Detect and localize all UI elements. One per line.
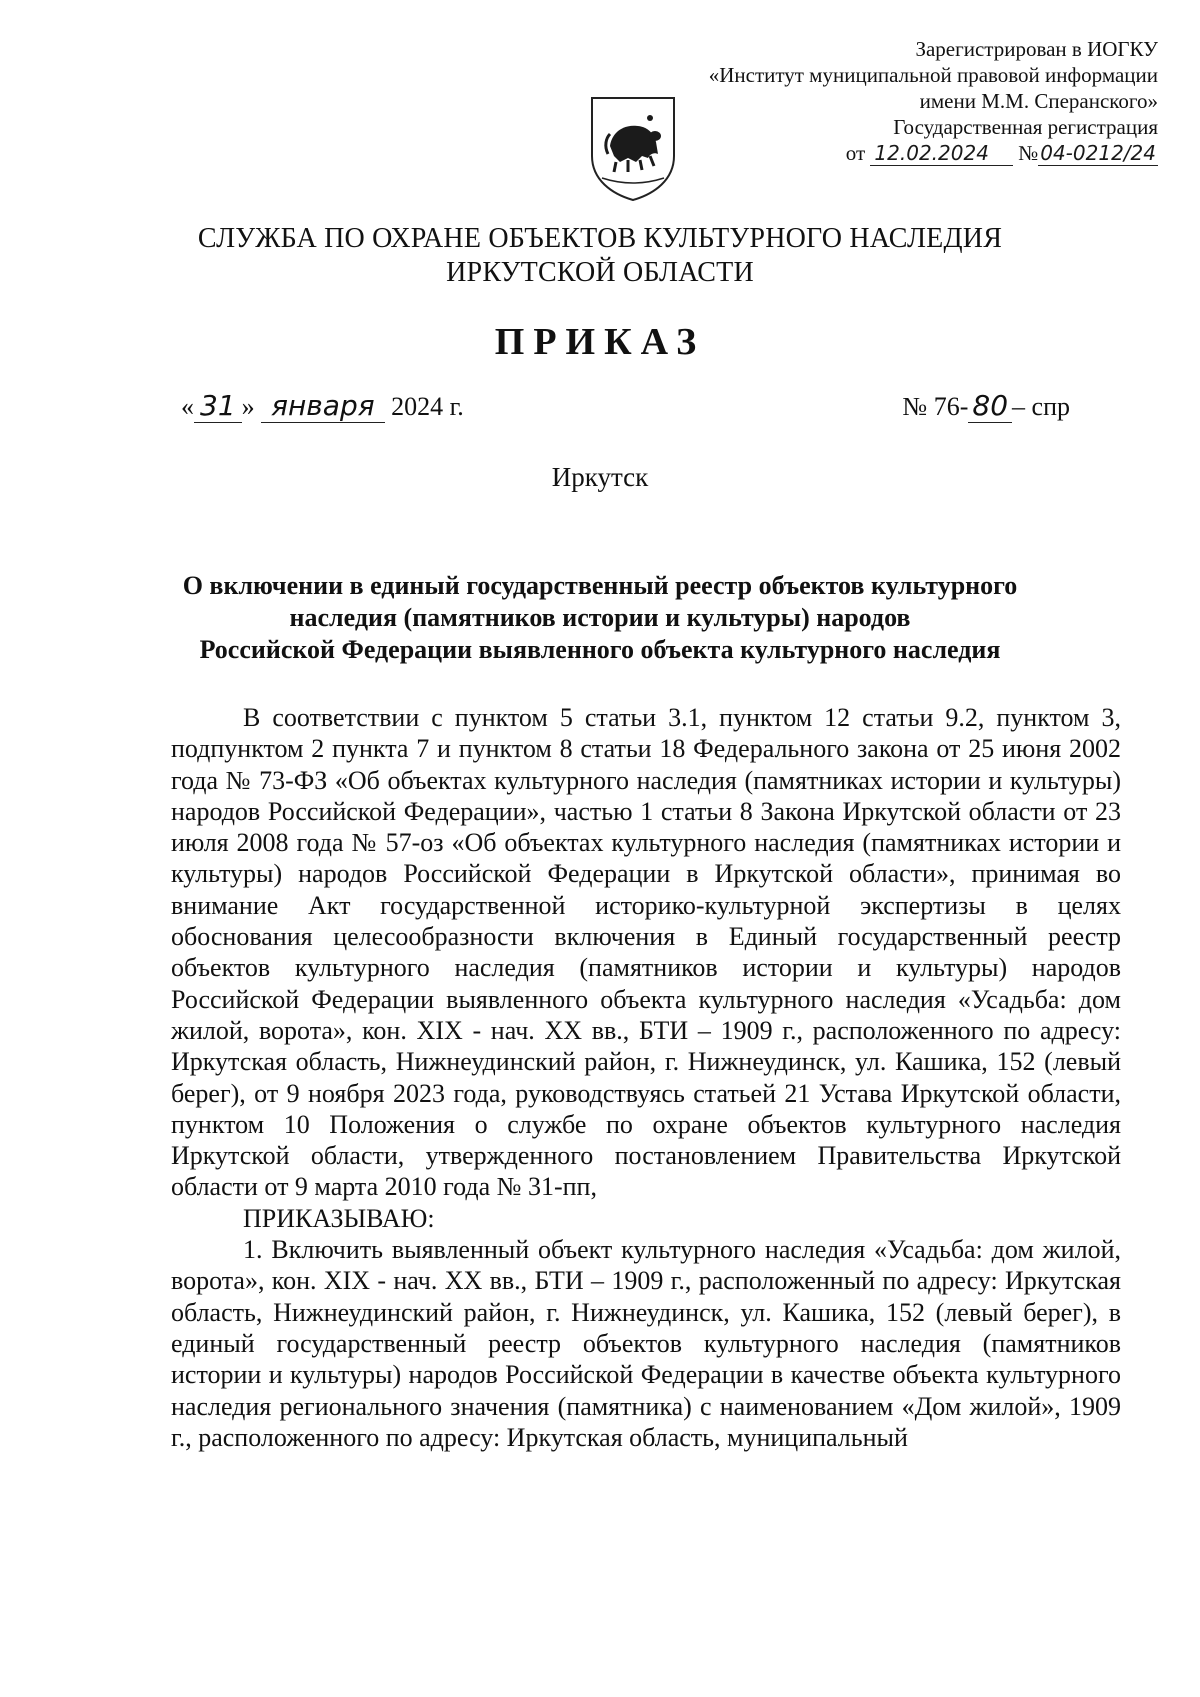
document-type: ПРИКАЗ: [494, 321, 706, 363]
registration-line-1: Зарегистрирован в ИОГКУ: [915, 37, 1158, 61]
date-close-quote: »: [241, 392, 255, 421]
registration-line-4: Государственная регистрация: [893, 115, 1158, 139]
heading-line-3: Российской Федерации выявленного объекта культурного наследия: [199, 635, 1001, 664]
preamble-paragraph: В соответствии с пунктом 5 статьи 3.1, пунктом 12 статьи 9.2, пунктом 3, подпунктом 2 пункта 7 и пунктом 8 статьи 18 Федерального закона от 25 июня 2002 года № 73-ФЗ «Об объектах культурного наследия (памятниках истории и культуры) народов Российской Федерации», частью 1 статьи 8 Закона Иркутской области от 23 июля 2008 года № 57-оз «Об объектах культурного наследия (памятниках истории и культуры) народов Российской Федерации в Иркутской области», принимая во внимание Акт государственной историко-культурной экспертизы в целях обоснования целесообразности включения в Единый государственный реестр объектов культурного наследия (памятников истории и культуры) народов Российской Федерации выявленного объекта культурного наследия «Усадьба: дом жилой, ворота», кон. XIX - нач. XX вв., БТИ – 1909 г., расположенного по адресу: Иркутская область, Нижнеудинский район, г. Нижнеудинск, ул. Кашика, 152 (левый берег), от 9 ноября 2023 года, руководствуясь статьей 21 Устава Иркутской области, пунктом 10 Положения о службе по охране объектов культурного наследия Иркутской области, утвержденного постановлением Правительства Иркутской области от 9 марта 2010 года № 31-пп,: [171, 703, 1121, 1202]
heading-line-1: О включении в единый государственный реестр объектов культурного: [182, 571, 1018, 600]
order-word: ПРИКАЗЫВАЮ:: [243, 1203, 435, 1233]
order-number: [902, 390, 1070, 423]
registration-number-label: №: [1018, 141, 1039, 165]
order-number-handwritten: 80: [968, 389, 1012, 423]
registration-line-3: имени М.М. Сперанского»: [919, 89, 1158, 113]
order-number-prefix: № 76-: [902, 392, 969, 421]
coat-of-arms-icon: [588, 94, 678, 204]
date-open-quote: «: [181, 392, 194, 421]
order-body: [171, 702, 1121, 1453]
organization-line-1: СЛУЖБА ПО ОХРАНЕ ОБЪЕКТОВ КУЛЬТУРНОГО НАСЛЕДИЯ: [197, 223, 1003, 254]
organization-name: [0, 222, 1200, 290]
heading-line-2: наследия (памятников истории и культуры) народов: [289, 603, 911, 632]
order-heading: [150, 570, 1050, 666]
organization-line-2: ИРКУТСКОЙ ОБЛАСТИ: [446, 257, 754, 288]
registration-number-handwritten: 04-0212/24: [1040, 141, 1156, 165]
registration-date-handwritten: 12.02.2024: [870, 141, 1013, 166]
registration-date-number: [638, 140, 1158, 166]
registration-stamp: [638, 36, 1158, 166]
registration-from-label: от: [845, 141, 866, 165]
order-date: [181, 390, 464, 423]
date-month-handwritten: января: [261, 389, 384, 423]
order-number-suffix: – спр: [1012, 392, 1070, 421]
date-day-handwritten: 31: [194, 389, 242, 423]
order-item-1: 1. Включить выявленный объект культурного наследия «Усадьба: дом жилой, ворота», кон. XIX - нач. XX вв., БТИ – 1909 г., расположенный по адресу: Иркутская область, Нижнеудинский район, г. Нижнеудинск, ул. Кашика, 152 (левый берег), в единый государственный реестр объектов культурного наследия (памятников истории и культуры) народов Российской Федерации в качестве объекта культурного наследия регионального значения (памятника) с наименованием «Дом жилой», 1909 г., расположенного по адресу: Иркутская область, муниципальный: [171, 1235, 1121, 1452]
city: Иркутск: [551, 462, 649, 492]
registration-line-2: «Институт муниципальной правовой информации: [708, 63, 1158, 87]
date-year: 2024 г.: [391, 392, 464, 421]
